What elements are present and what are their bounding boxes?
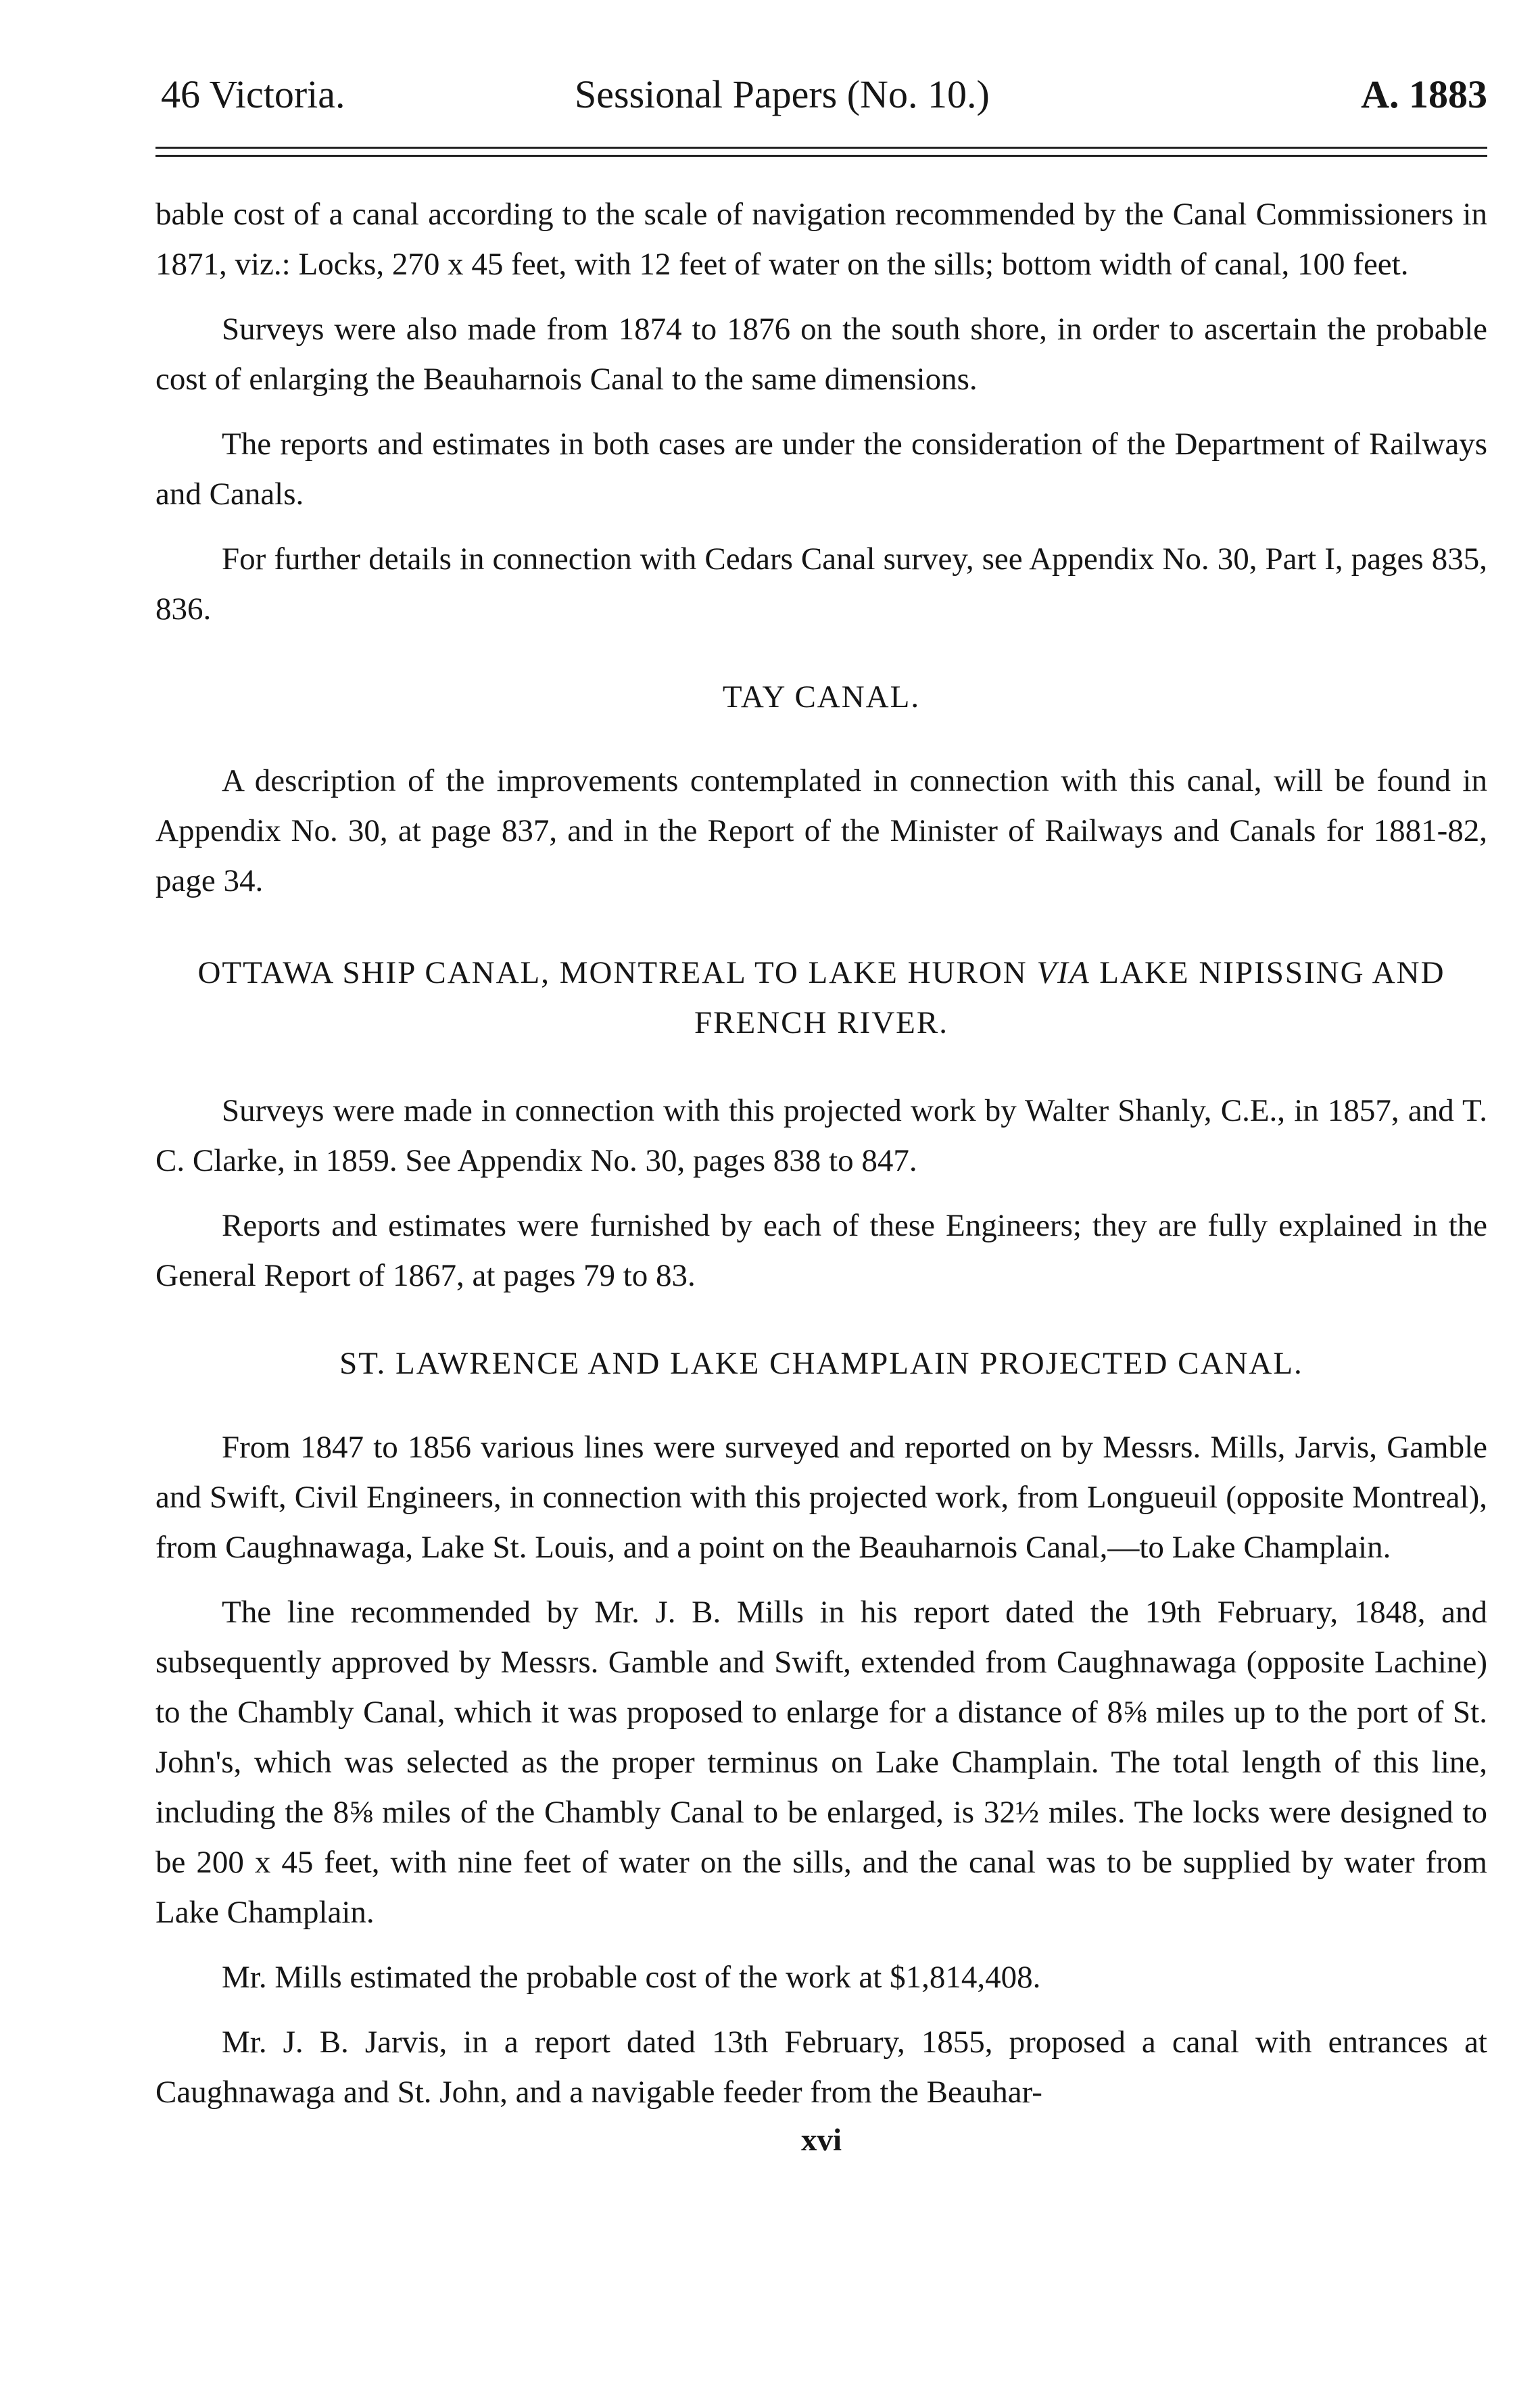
paragraph: A description of the improvements contemplated in connection with this canal, will be found in Appendix No. 30, at page 837, and in the Report of the Minister of Railways and Canals for 1881-82, page 34. xyxy=(155,763,1487,898)
paragraph: The reports and estimates in both cases are under the consideration of the Department of Railways and Canals. xyxy=(155,427,1487,512)
document-page xyxy=(155,64,1487,2160)
section-heading-st-lawrence-champlain: ST. LAWRENCE AND LAKE CHAMPLAIN PROJECTED CANAL. xyxy=(339,1346,1303,1381)
heading-via: VIA xyxy=(1036,955,1090,990)
paragraph: Surveys were made in connection with this projected work by Walter Shanly, C.E., in 1857, and T. C. Clarke, in 1859. See Appendix No. 30, pages 838 to 847. xyxy=(155,1093,1487,1178)
body-text xyxy=(155,189,1487,2117)
header-volume: 46 Victoria. xyxy=(161,72,345,116)
heading-text: LAKE NIPISSING AND FRENCH RIVER. xyxy=(694,955,1445,1040)
paragraph: Mr. J. B. Jarvis, in a report dated 13th February, 1855, proposed a canal with entrances at Caughnawaga and St. John, and a navigable feeder from the Beauhar- xyxy=(155,2025,1487,2110)
paragraph: Reports and estimates were furnished by each of these Engineers; they are fully explained in the General Report of 1867, at pages 79 to 83. xyxy=(155,1208,1487,1293)
paragraph: Mr. Mills estimated the probable cost of the work at $1,814,408. xyxy=(222,1960,1041,1995)
page-number: xvi xyxy=(800,2123,842,2158)
running-header xyxy=(155,64,1487,125)
section-heading-ottawa-ship-canal xyxy=(169,948,1474,1048)
header-title: Sessional Papers (No. 10.) xyxy=(575,72,990,116)
heading-text: OTTAWA SHIP CANAL, MONTREAL TO LAKE HURON xyxy=(197,955,1037,990)
paragraph: For further details in connection with Cedars Canal survey, see Appendix No. 30, Part I, pages 835, 836. xyxy=(155,541,1487,627)
header-rule xyxy=(155,147,1487,157)
paragraph: bable cost of a canal according to the scale of navigation recommended by the Canal Commissioners in 1871, viz.: Locks, 270 x 45 feet, with 12 feet of water on the sills; bottom width of canal, 100 feet. xyxy=(155,197,1487,282)
paragraph: From 1847 to 1856 various lines were surveyed and reported on by Messrs. Mills, Jarvis, Gamble and Swift, Civil Engineers, in connection with this projected work, from Longueuil (opposite Montreal), from Caughnawaga, Lake St. Louis, and a point on the Beauharnois Canal,—to Lake Champlain. xyxy=(155,1430,1487,1565)
paragraph: Surveys were also made from 1874 to 1876 on the south shore, in order to ascertain the probable cost of enlarging the Beauharnois Canal to the same dimensions. xyxy=(155,312,1487,397)
section-heading-tay-canal: TAY CANAL. xyxy=(722,679,921,715)
header-year: A. 1883 xyxy=(1361,72,1487,116)
paragraph: The line recommended by Mr. J. B. Mills in his report dated the 19th February, 1848, and subsequently approved by Messrs. Gamble and Swift, extended from Caughnawaga (opposite Lachine) to the Chambly Canal, which it was proposed to enlarge for a distance of 8⅝ miles up to the port of St. John's, which was selected as the proper terminus on Lake Champlain. The total length of this line, including the 8⅝ miles of the Chambly Canal to be enlarged, is 32½ miles. The locks were designed to be 200 x 45 feet, with nine feet of water on the sills, and the canal was to be supplied by water from Lake Champlain. xyxy=(155,1595,1487,1930)
